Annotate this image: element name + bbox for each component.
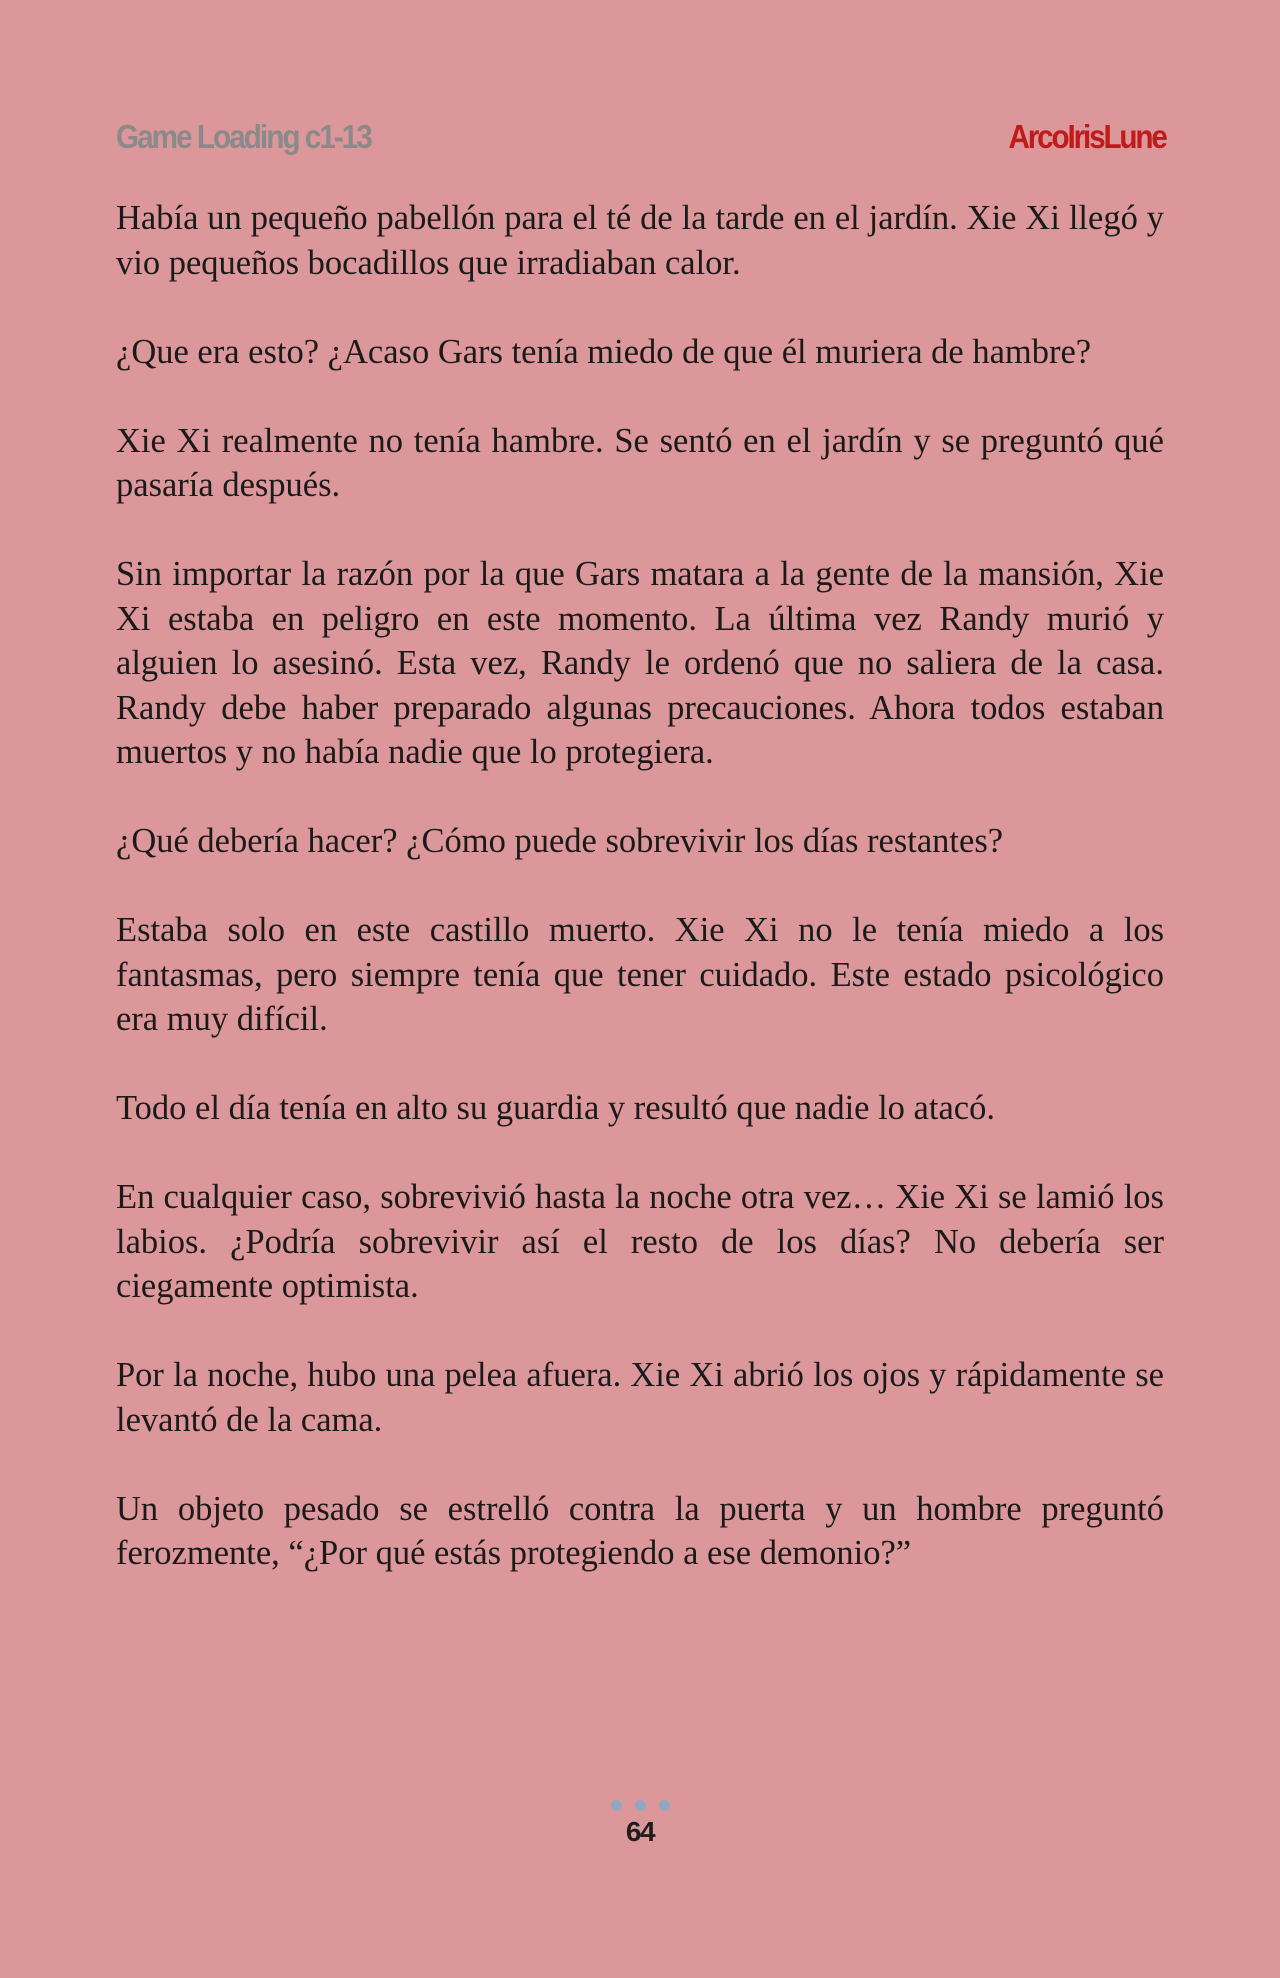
running-header-translator: ArcoIrisLune: [1008, 118, 1166, 155]
dot-icon: [659, 1800, 670, 1811]
paragraph: Había un pequeño pabellón para el té de la tarde en el jardín. Xie Xi llegó y vio pequeños bocadillos que irradiaban calor.: [116, 199, 1164, 282]
paragraph: Por la noche, hubo una pelea afuera. Xie Xi abrió los ojos y rápidamente se levantó de la cama.: [116, 1356, 1164, 1439]
dot-icon: [635, 1800, 646, 1811]
page-number: 64: [625, 1816, 655, 1847]
paragraph: Xie Xi realmente no tenía hambre. Se sentó en el jardín y se preguntó qué pasaría después.: [116, 421, 1164, 504]
running-header-title: Game Loading c1-13: [116, 118, 371, 155]
paragraph: Un objeto pesado se estrelló contra la puerta y un hombre preguntó ferozmente, “¿Por qué estás protegiendo a ese demonio?”: [116, 1489, 1164, 1572]
page-body: [116, 196, 1164, 1620]
dot-icon: [611, 1800, 622, 1811]
paragraph: Todo el día tenía en alto su guardia y resultó que nadie lo atacó.: [116, 1089, 995, 1127]
paragraph: ¿Que era esto? ¿Acaso Gars tenía miedo de que él muriera de hambre?: [116, 332, 1092, 371]
paragraph: Sin importar la razón por la que Gars matara a la gente de la mansión, Xie Xi estaba en peligro en este momento. La última vez Randy murió y alguien lo asesinó. Esta vez, Randy le ordenó que no saliera de la casa. Randy debe haber preparado algunas precauciones. Ahora todos estaban muertos y no había nadie que lo protegiera.: [116, 555, 1164, 771]
paragraph: En cualquier caso, sobrevivió hasta la noche otra vez… Xie Xi se lamió los labios. ¿Podría sobrevivir así el resto de los días? No debería ser ciegamente optimista.: [116, 1178, 1164, 1305]
page-footer: [0, 1800, 1280, 1848]
paragraph: ¿Qué debería hacer? ¿Cómo puede sobrevivir los días restantes?: [116, 822, 1004, 860]
ornament-dots-icon: [0, 1800, 1280, 1812]
paragraph: Estaba solo en este castillo muerto. Xie Xi no le tenía miedo a los fantasmas, pero siempre tenía que tener cuidado. Este estado psicológico era muy difícil.: [116, 911, 1164, 1038]
